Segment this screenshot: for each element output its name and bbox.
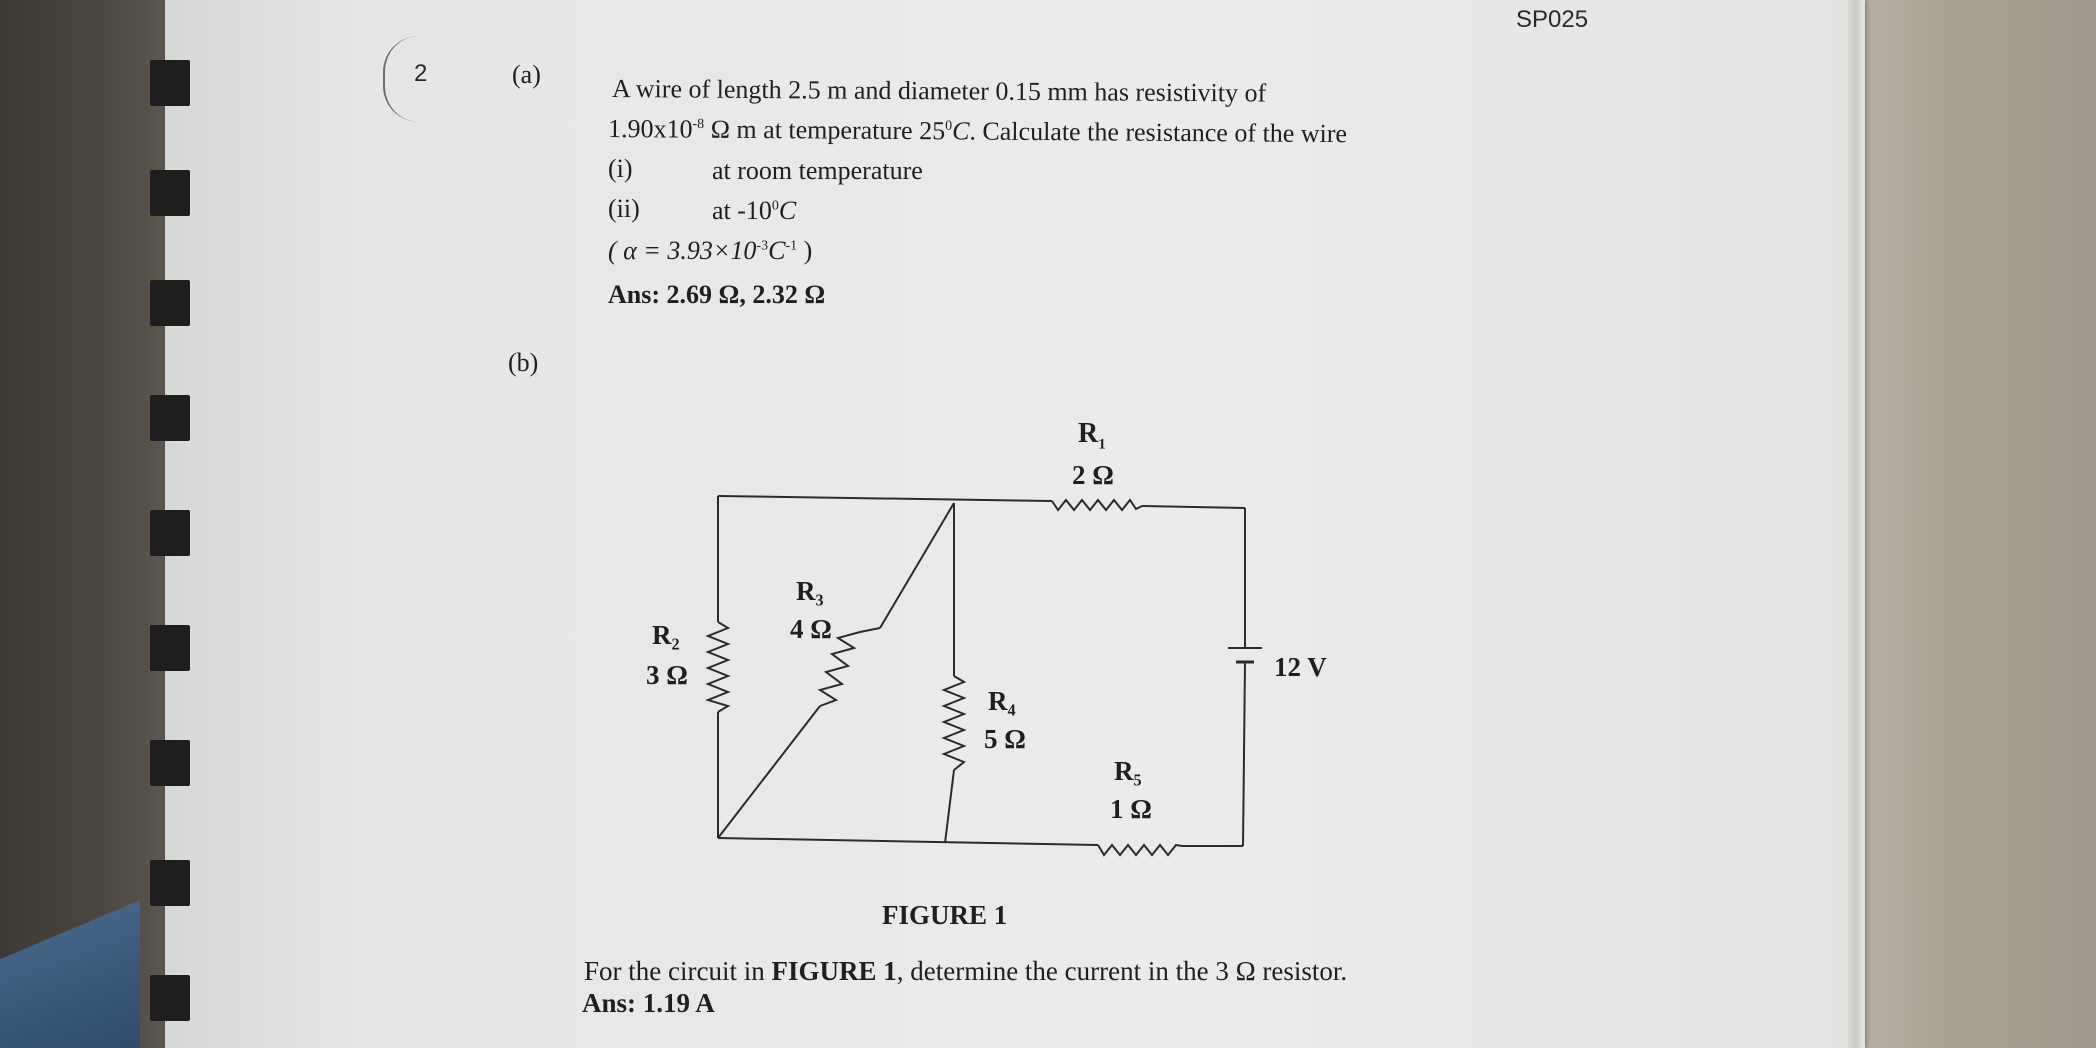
wire-top bbox=[718, 496, 1052, 501]
part-b-label: (b) bbox=[508, 348, 539, 377]
question-number: 2 bbox=[414, 60, 428, 87]
r5-value: 1 Ω bbox=[1110, 794, 1152, 824]
r1-value: 2 Ω bbox=[1072, 460, 1114, 490]
part-b-answer: Ans: 1.19 A bbox=[582, 988, 715, 1018]
item-ii-label: (ii) bbox=[608, 194, 640, 223]
item-i-label: (i) bbox=[608, 154, 633, 183]
r4-label: R₄ bbox=[988, 686, 1016, 716]
r1-resistor-symbol bbox=[1052, 500, 1142, 510]
wire-top-right bbox=[1142, 506, 1245, 508]
r4-resistor-symbol bbox=[944, 676, 964, 770]
item-i-text: at room temperature bbox=[712, 156, 923, 185]
part-a-answer: Ans: 2.69 Ω, 2.32 Ω bbox=[608, 280, 826, 309]
wire-diagonal-upper bbox=[880, 503, 954, 628]
part-a-line2: $1.90x10^{-8}$ Ω m at temperature $25^0C$. Calculate the resistance of the wire bbox=[607, 114, 1348, 149]
r4-value: 5 Ω bbox=[984, 724, 1026, 754]
page-code: SP025 bbox=[1516, 6, 1589, 33]
alpha-value: ( $\alpha = 3.93\times 10^{-3}C^{-1}$ ) bbox=[608, 236, 813, 265]
r2-label: R₂ bbox=[652, 620, 680, 650]
battery-label: 12 V bbox=[1274, 652, 1327, 682]
wire-diagonal-lower bbox=[718, 706, 820, 838]
r1-label: $R_1$ bbox=[1078, 418, 1106, 453]
figure-caption: FIGURE 1 bbox=[882, 900, 1008, 930]
wire-bottom bbox=[718, 838, 1098, 845]
r3-value: 4 Ω bbox=[790, 614, 832, 644]
wire-right-lower bbox=[1243, 662, 1245, 846]
r5-resistor-symbol bbox=[1098, 845, 1182, 855]
r3-label: R₃ bbox=[796, 576, 824, 606]
part-a-label: (a) bbox=[512, 60, 541, 89]
r2-value: 3 Ω bbox=[646, 660, 688, 690]
item-ii-text: at $-10^0C$ bbox=[712, 196, 797, 225]
part-b-question: For the circuit in FIGURE 1, determine the current in the 3 Ω resistor. bbox=[584, 956, 1348, 986]
wire-middle-lower bbox=[945, 770, 954, 843]
r2-resistor-symbol bbox=[708, 622, 728, 712]
r5-label: R₅ bbox=[1114, 756, 1142, 786]
part-a-line1: A wire of length 2.5 m and diameter 0.15 mm has resistivity of bbox=[611, 74, 1267, 108]
